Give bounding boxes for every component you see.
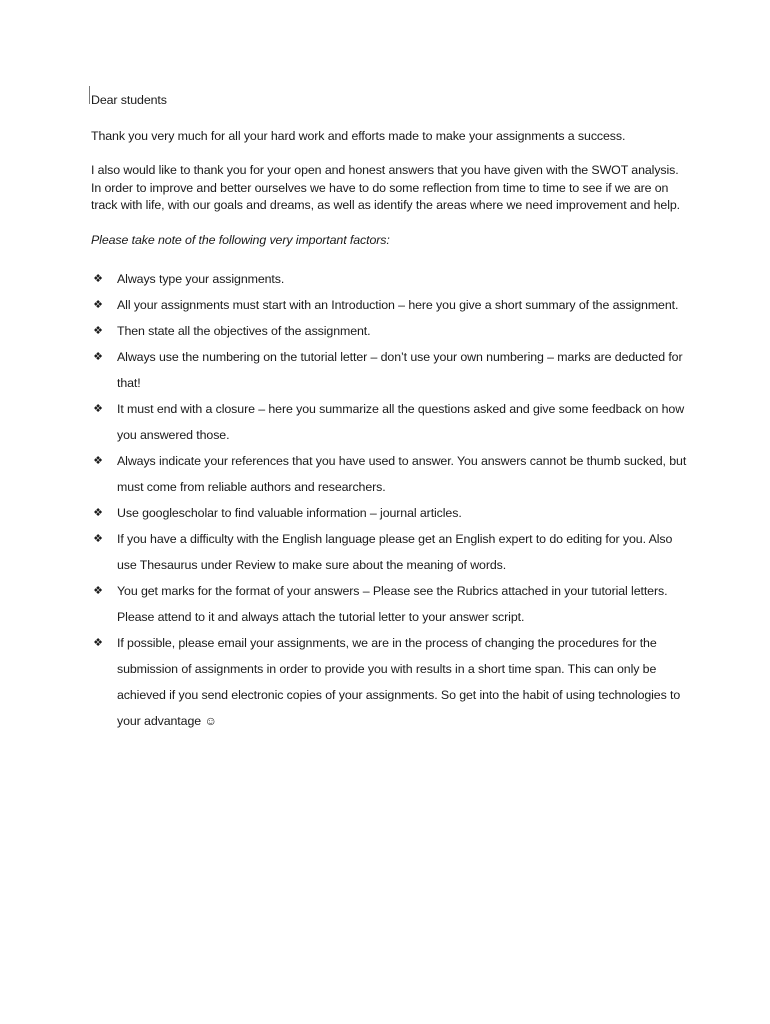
list-item-text: If possible, please email your assignments, we are in the process of changing the procedures for the submission of assignments in order to provide you with results in a short time span. This can only be achieved if you send electronic copies of your assignments. So get into the habit of using technologies to your advantage ☺ — [117, 636, 681, 728]
diamond-fleuron-icon: ❖ — [93, 299, 103, 311]
list-item-text: Always type your assignments. — [117, 272, 285, 286]
diamond-fleuron-icon: ❖ — [93, 351, 103, 363]
list-item — [91, 266, 691, 292]
greeting — [91, 92, 691, 110]
diamond-fleuron-icon: ❖ — [93, 273, 103, 285]
list-item-text: It must end with a closure – here you summarize all the questions asked and give some feedback on how you answered those. — [117, 402, 685, 442]
list-item — [91, 526, 691, 578]
list-item — [91, 396, 691, 448]
list-item-text: All your assignments must start with an Introduction – here you give a short summary of the assignment. — [117, 298, 679, 312]
letter-body — [91, 92, 691, 734]
diamond-fleuron-icon: ❖ — [93, 507, 103, 519]
greeting-text: Dear students — [91, 93, 167, 107]
thank-you-paragraph: Thank you very much for all your hard work and efforts made to make your assignments a success. — [91, 128, 626, 143]
diamond-fleuron-icon: ❖ — [93, 533, 103, 545]
list-item-text: Use googlescholar to find valuable information – journal articles. — [117, 506, 462, 520]
list-item — [91, 630, 691, 734]
note-heading: Please take note of the following very important factors: — [91, 232, 390, 247]
diamond-fleuron-icon: ❖ — [93, 403, 103, 415]
list-item — [91, 578, 691, 630]
list-item — [91, 292, 691, 318]
diamond-fleuron-icon: ❖ — [93, 637, 103, 649]
text-cursor — [89, 86, 90, 104]
list-item — [91, 344, 691, 396]
list-item — [91, 500, 691, 526]
list-item-text: You get marks for the format of your answers – Please see the Rubrics attached in your tutorial letters. Please attend to it and always attach the tutorial letter to your answer script. — [117, 584, 668, 624]
list-item-text: Always indicate your references that you have used to answer. You answers cannot be thumb sucked, but must come from reliable authors and researchers. — [117, 454, 687, 494]
list-item-text: If you have a difficulty with the English language please get an English expert to do editing for you. Also use Thesaurus under Review to make sure about the meaning of words. — [117, 532, 673, 572]
diamond-fleuron-icon: ❖ — [93, 585, 103, 597]
factors-list — [91, 266, 691, 734]
list-item — [91, 318, 691, 344]
list-item-text: Then state all the objectives of the assignment. — [117, 324, 371, 338]
list-item-text: Always use the numbering on the tutorial letter – don’t use your own numbering – marks are deducted for that! — [117, 350, 683, 390]
swot-paragraph: I also would like to thank you for your open and honest answers that you have given with the SWOT analysis. In order to improve and better ourselves we have to do some reflection from time to time to see if we are on track with life, with our goals and dreams, as well as identify the areas where we need improvement and help. — [91, 163, 680, 212]
diamond-fleuron-icon: ❖ — [93, 455, 103, 467]
diamond-fleuron-icon: ❖ — [93, 325, 103, 337]
list-item — [91, 448, 691, 500]
